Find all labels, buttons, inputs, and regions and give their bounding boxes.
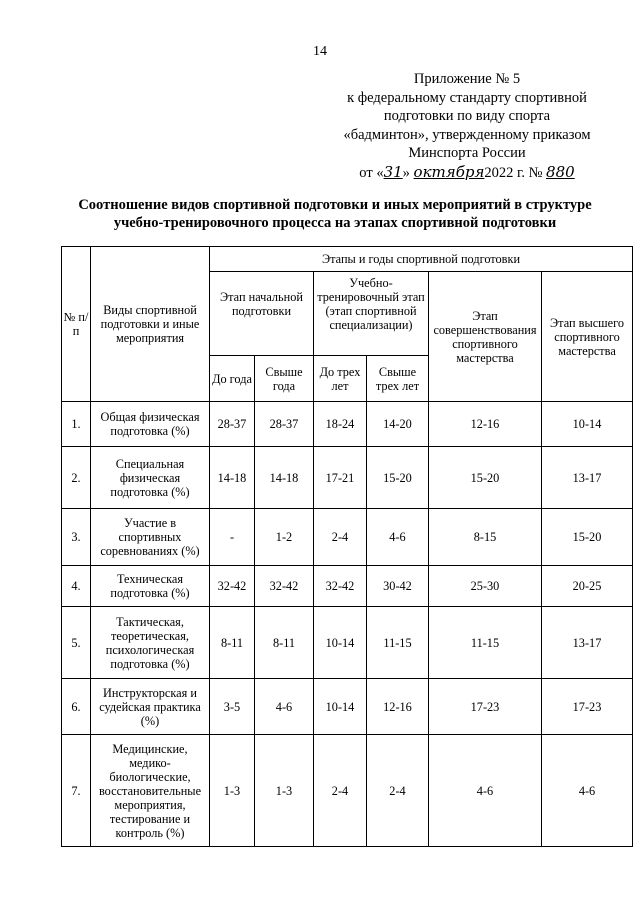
row-number: 2.	[62, 447, 91, 509]
document-title	[40, 196, 630, 232]
row-value: 15-20	[429, 447, 542, 509]
row-value: 12-16	[429, 402, 542, 447]
table-row	[62, 402, 633, 447]
row-value: 28-37	[210, 402, 255, 447]
row-value: 2-4	[314, 509, 367, 566]
row-value: 10-14	[542, 402, 633, 447]
appendix-line: «бадминтон», утвержденному приказом	[343, 126, 591, 143]
row-value: 30-42	[367, 566, 429, 607]
row-kind: Тактическая, теоретическая, психологическая подготовка (%)	[91, 607, 210, 679]
row-value: 15-20	[367, 447, 429, 509]
row-kind: Техническая подготовка (%)	[91, 566, 210, 607]
header-stage-training: Учебно-тренировочный этап (этап спортивной специализации)	[314, 272, 429, 356]
header-number: № п/п	[62, 247, 91, 402]
header-stage-initial: Этап начальной подготовки	[210, 272, 314, 356]
row-value: 8-11	[255, 607, 314, 679]
header-stages: Этапы и годы спортивной подготовки	[210, 247, 633, 272]
row-value: 17-23	[429, 679, 542, 735]
header-sub-initial-1: До года	[210, 356, 255, 402]
header-stage-highest: Этап высшего спортивного мастерства	[542, 272, 633, 402]
table-row	[62, 679, 633, 735]
row-kind: Общая физическая подготовка (%)	[91, 402, 210, 447]
row-value: 17-23	[542, 679, 633, 735]
header-sub-training-2: Свыше трех лет	[367, 356, 429, 402]
appendix-line: Минспорта России	[408, 145, 526, 161]
row-value: 14-18	[255, 447, 314, 509]
row-value: 4-6	[542, 735, 633, 847]
row-value: 11-15	[367, 607, 429, 679]
appendix-block	[322, 70, 612, 182]
row-value: 32-42	[210, 566, 255, 607]
row-value: 10-14	[314, 679, 367, 735]
row-value: 1-3	[210, 735, 255, 847]
table-row	[62, 735, 633, 847]
row-value: 18-24	[314, 402, 367, 447]
date-day: 31	[383, 162, 403, 181]
row-value: 8-11	[210, 607, 255, 679]
table-row	[62, 607, 633, 679]
order-number: 880	[546, 162, 575, 181]
row-value: 25-30	[429, 566, 542, 607]
row-value: 17-21	[314, 447, 367, 509]
row-value: 28-37	[255, 402, 314, 447]
row-value: -	[210, 509, 255, 566]
appendix-line: к федеральному стандарту спортивной	[347, 89, 587, 106]
title-line: Соотношение видов спортивной подготовки и иных мероприятий в структуре	[78, 197, 592, 213]
order-date-line	[322, 163, 612, 183]
row-value: 1-3	[255, 735, 314, 847]
row-number: 6.	[62, 679, 91, 735]
header-sub-initial-2: Свыше года	[255, 356, 314, 402]
row-value: 13-17	[542, 607, 633, 679]
row-value: 20-25	[542, 566, 633, 607]
row-kind: Специальная физическая подготовка (%)	[91, 447, 210, 509]
date-month: октября	[413, 162, 485, 181]
page-number: 14	[313, 44, 327, 59]
row-kind: Медицинские, медико-биологические, восстановительные мероприятия, тестирование и контроль (%)	[91, 735, 210, 847]
date-prefix: от «	[359, 164, 384, 181]
row-value: 2-4	[367, 735, 429, 847]
appendix-line: подготовки по виду спорта	[383, 108, 551, 124]
row-value: 1-2	[255, 509, 314, 566]
row-value: 4-6	[367, 509, 429, 566]
table-row	[62, 566, 633, 607]
row-value: 4-6	[429, 735, 542, 847]
row-value: 15-20	[542, 509, 633, 566]
header-stage-improvement: Этап совершенствования спортивного мастерства	[429, 272, 542, 402]
row-value: 32-42	[255, 566, 314, 607]
row-value: 3-5	[210, 679, 255, 735]
row-value: 12-16	[367, 679, 429, 735]
row-value: 2-4	[314, 735, 367, 847]
appendix-line: Приложение № 5	[413, 71, 521, 87]
row-number: 7.	[62, 735, 91, 847]
row-kind: Инструкторская и судейская практика (%)	[91, 679, 210, 735]
row-value: 32-42	[314, 566, 367, 607]
table-row	[62, 447, 633, 509]
training-structure-table	[61, 246, 633, 847]
row-value: 10-14	[314, 607, 367, 679]
row-number: 4.	[62, 566, 91, 607]
date-mid: »	[402, 164, 410, 181]
row-value: 14-18	[210, 447, 255, 509]
title-line: учебно-тренировочного процесса на этапах спортивной подготовки	[113, 215, 557, 231]
row-number: 3.	[62, 509, 91, 566]
row-number: 5.	[62, 607, 91, 679]
date-year: 2022 г. №	[484, 164, 543, 181]
row-value: 13-17	[542, 447, 633, 509]
row-value: 4-6	[255, 679, 314, 735]
row-value: 14-20	[367, 402, 429, 447]
table-row	[62, 509, 633, 566]
row-value: 8-15	[429, 509, 542, 566]
header-kind: Виды спортивной подготовки и иные мероприятия	[91, 247, 210, 402]
row-number: 1.	[62, 402, 91, 447]
row-value: 11-15	[429, 607, 542, 679]
row-kind: Участие в спортивных соревнованиях (%)	[91, 509, 210, 566]
header-sub-training-1: До трех лет	[314, 356, 367, 402]
